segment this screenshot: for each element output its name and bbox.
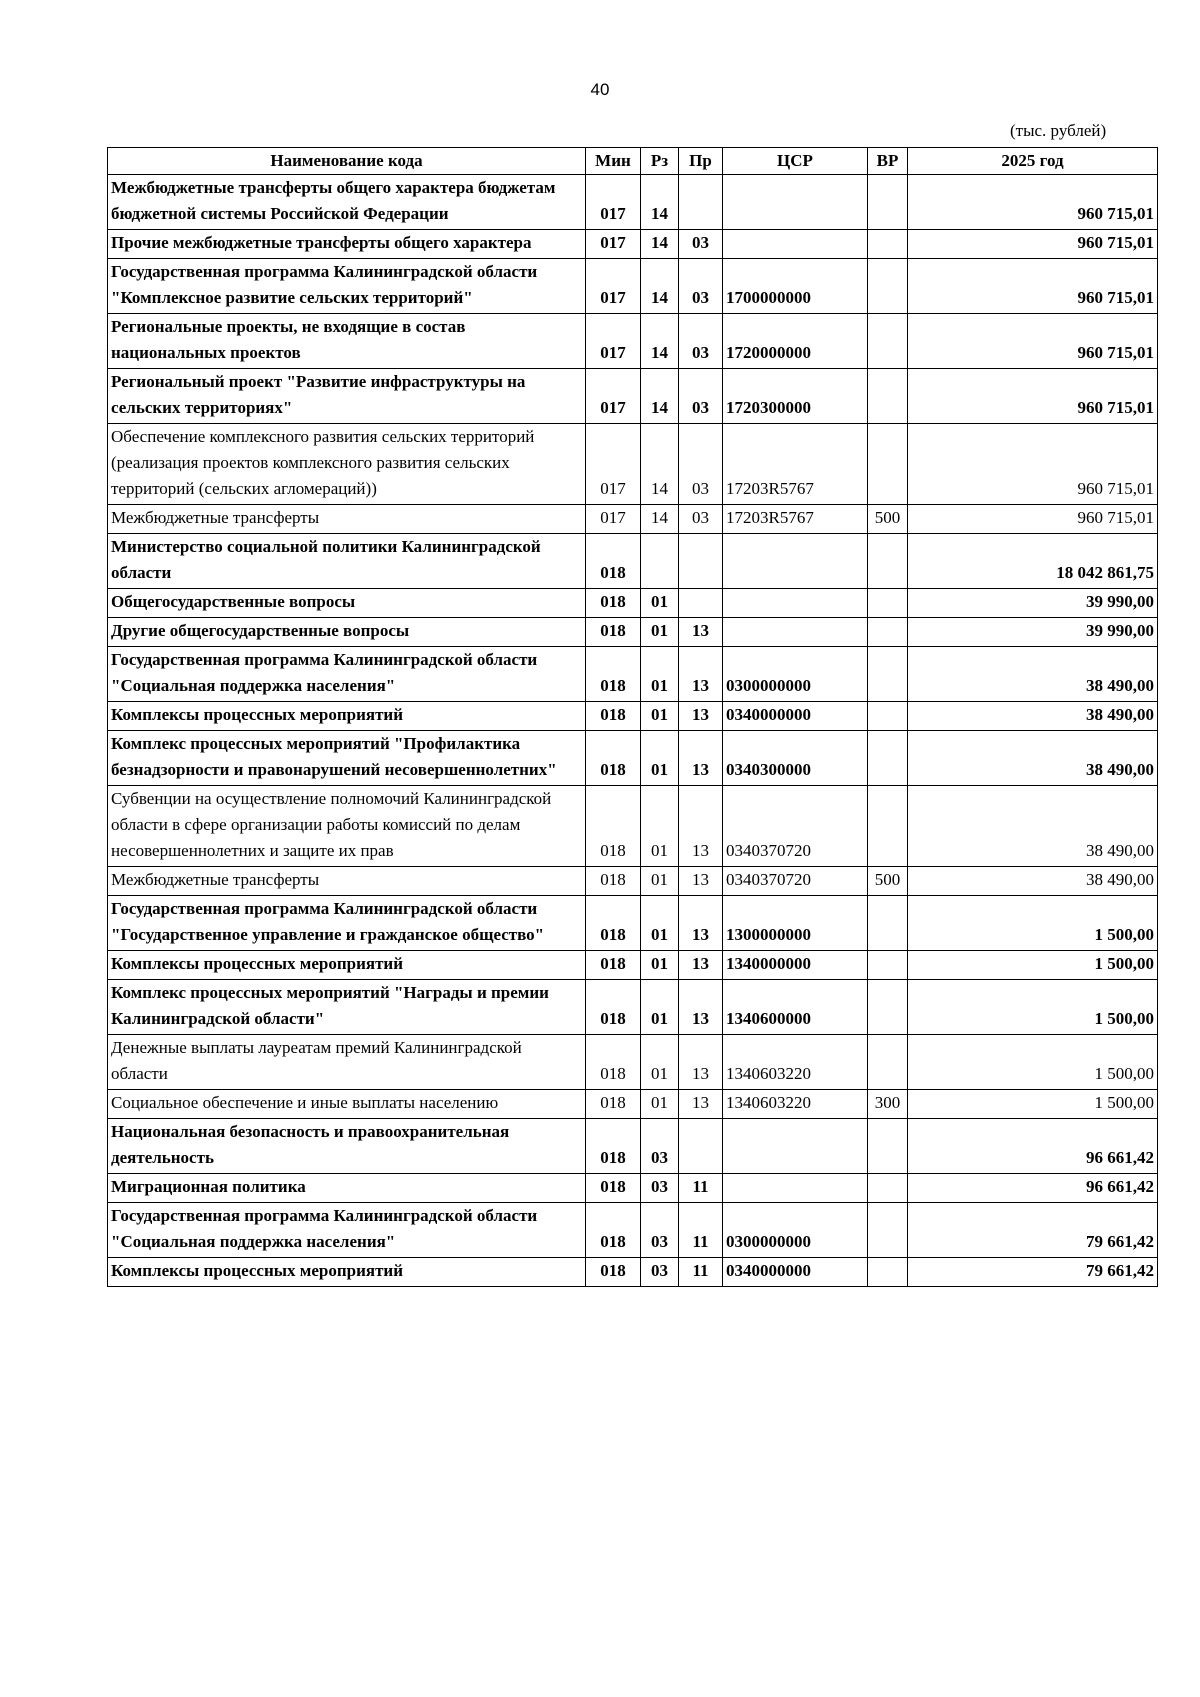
cell-vr: 300 xyxy=(868,1090,908,1119)
cell-csr: 17203R5767 xyxy=(723,424,868,505)
cell-rz: 14 xyxy=(641,314,679,369)
cell-pr: 13 xyxy=(679,896,723,951)
header-amount: 2025 год xyxy=(908,148,1158,175)
cell-name: Субвенции на осуществление полномочий Калининградской области в сфере организации работы комиссий по делам несовершеннолетних и защите их прав xyxy=(108,786,586,867)
cell-pr: 03 xyxy=(679,314,723,369)
cell-name: Министерство социальной политики Калининградской области xyxy=(108,534,586,589)
cell-min: 018 xyxy=(586,896,641,951)
cell-amount: 96 661,42 xyxy=(908,1174,1158,1203)
page-number: 40 xyxy=(590,80,610,99)
table-row xyxy=(108,369,1158,424)
cell-name: Социальное обеспечение и иные выплаты населению xyxy=(108,1090,586,1119)
cell-rz: 01 xyxy=(641,896,679,951)
cell-vr xyxy=(868,1035,908,1090)
cell-pr: 13 xyxy=(679,786,723,867)
cell-name: Государственная программа Калининградской области "Государственное управление и гражданское общество" xyxy=(108,896,586,951)
cell-rz: 01 xyxy=(641,1035,679,1090)
table-row xyxy=(108,951,1158,980)
cell-pr: 03 xyxy=(679,230,723,259)
table-row xyxy=(108,589,1158,618)
cell-name: Прочие межбюджетные трансферты общего характера xyxy=(108,230,586,259)
cell-csr: 0340000000 xyxy=(723,1258,868,1287)
cell-name: Другие общегосударственные вопросы xyxy=(108,618,586,647)
cell-pr xyxy=(679,534,723,589)
cell-rz: 01 xyxy=(641,1090,679,1119)
cell-csr xyxy=(723,1174,868,1203)
cell-rz: 01 xyxy=(641,618,679,647)
cell-csr: 1340000000 xyxy=(723,951,868,980)
table-row xyxy=(108,230,1158,259)
table-row xyxy=(108,867,1158,896)
cell-min: 018 xyxy=(586,618,641,647)
cell-rz xyxy=(641,534,679,589)
cell-amount: 960 715,01 xyxy=(908,424,1158,505)
cell-amount: 38 490,00 xyxy=(908,867,1158,896)
header-pr: Пр xyxy=(679,148,723,175)
header-min: Мин xyxy=(586,148,641,175)
cell-min: 018 xyxy=(586,1119,641,1174)
cell-min: 018 xyxy=(586,1203,641,1258)
cell-pr: 03 xyxy=(679,505,723,534)
cell-min: 018 xyxy=(586,867,641,896)
cell-amount: 960 715,01 xyxy=(908,505,1158,534)
cell-name: Комплекс процессных мероприятий "Награды и премии Калининградской области" xyxy=(108,980,586,1035)
cell-amount: 39 990,00 xyxy=(908,589,1158,618)
cell-name: Комплексы процессных мероприятий xyxy=(108,702,586,731)
cell-rz: 01 xyxy=(641,951,679,980)
cell-pr: 13 xyxy=(679,1090,723,1119)
cell-vr xyxy=(868,1119,908,1174)
table-row xyxy=(108,647,1158,702)
header-row xyxy=(108,148,1158,175)
cell-pr: 13 xyxy=(679,867,723,896)
cell-rz: 03 xyxy=(641,1258,679,1287)
table-row xyxy=(108,702,1158,731)
cell-pr: 03 xyxy=(679,424,723,505)
cell-min: 017 xyxy=(586,369,641,424)
cell-min: 018 xyxy=(586,589,641,618)
cell-vr xyxy=(868,424,908,505)
table-row xyxy=(108,505,1158,534)
cell-min: 018 xyxy=(586,1090,641,1119)
cell-min: 018 xyxy=(586,534,641,589)
cell-pr: 13 xyxy=(679,647,723,702)
cell-pr: 13 xyxy=(679,1035,723,1090)
cell-vr xyxy=(868,647,908,702)
cell-amount: 39 990,00 xyxy=(908,618,1158,647)
cell-amount: 38 490,00 xyxy=(908,702,1158,731)
cell-csr: 1720300000 xyxy=(723,369,868,424)
cell-min: 017 xyxy=(586,424,641,505)
cell-csr: 1300000000 xyxy=(723,896,868,951)
cell-vr xyxy=(868,896,908,951)
cell-rz: 14 xyxy=(641,505,679,534)
cell-csr xyxy=(723,589,868,618)
budget-table xyxy=(107,147,1158,1287)
cell-vr xyxy=(868,702,908,731)
cell-csr: 0340370720 xyxy=(723,867,868,896)
cell-rz: 14 xyxy=(641,424,679,505)
cell-min: 018 xyxy=(586,1258,641,1287)
cell-amount: 960 715,01 xyxy=(908,230,1158,259)
cell-csr: 0340300000 xyxy=(723,731,868,786)
cell-min: 017 xyxy=(586,230,641,259)
cell-pr: 03 xyxy=(679,369,723,424)
cell-csr: 1700000000 xyxy=(723,259,868,314)
table-row xyxy=(108,1090,1158,1119)
cell-rz: 03 xyxy=(641,1174,679,1203)
table-body xyxy=(108,175,1158,1287)
units-caption: (тыс. рублей) xyxy=(1010,121,1107,140)
cell-pr: 13 xyxy=(679,980,723,1035)
cell-vr xyxy=(868,534,908,589)
cell-pr: 13 xyxy=(679,702,723,731)
cell-pr xyxy=(679,1119,723,1174)
cell-min: 017 xyxy=(586,175,641,230)
cell-vr xyxy=(868,175,908,230)
table-row xyxy=(108,175,1158,230)
cell-name: Государственная программа Калининградской области "Социальная поддержка населения" xyxy=(108,1203,586,1258)
cell-vr xyxy=(868,618,908,647)
cell-name: Общегосударственные вопросы xyxy=(108,589,586,618)
cell-csr: 1340600000 xyxy=(723,980,868,1035)
table-row xyxy=(108,259,1158,314)
cell-vr xyxy=(868,314,908,369)
cell-csr: 0300000000 xyxy=(723,647,868,702)
cell-min: 018 xyxy=(586,980,641,1035)
cell-amount: 1 500,00 xyxy=(908,1035,1158,1090)
table-row xyxy=(108,534,1158,589)
cell-pr: 11 xyxy=(679,1174,723,1203)
cell-amount: 38 490,00 xyxy=(908,731,1158,786)
cell-name: Комплексы процессных мероприятий xyxy=(108,1258,586,1287)
cell-csr xyxy=(723,175,868,230)
cell-amount: 79 661,42 xyxy=(908,1258,1158,1287)
cell-name: Государственная программа Калининградской области "Комплексное развитие сельских территорий" xyxy=(108,259,586,314)
header-name: Наименование кода xyxy=(108,148,586,175)
cell-pr: 13 xyxy=(679,618,723,647)
cell-vr xyxy=(868,589,908,618)
header-csr: ЦСР xyxy=(723,148,868,175)
cell-amount: 1 500,00 xyxy=(908,1090,1158,1119)
cell-csr xyxy=(723,534,868,589)
cell-min: 018 xyxy=(586,786,641,867)
cell-csr: 17203R5767 xyxy=(723,505,868,534)
cell-vr xyxy=(868,1203,908,1258)
cell-vr xyxy=(868,1258,908,1287)
cell-rz: 14 xyxy=(641,175,679,230)
cell-csr: 0340370720 xyxy=(723,786,868,867)
cell-amount: 79 661,42 xyxy=(908,1203,1158,1258)
cell-csr: 1340603220 xyxy=(723,1035,868,1090)
cell-amount: 1 500,00 xyxy=(908,896,1158,951)
cell-name: Государственная программа Калининградской области "Социальная поддержка населения" xyxy=(108,647,586,702)
cell-amount: 18 042 861,75 xyxy=(908,534,1158,589)
cell-name: Межбюджетные трансферты xyxy=(108,505,586,534)
cell-amount: 96 661,42 xyxy=(908,1119,1158,1174)
table-row xyxy=(108,424,1158,505)
cell-rz: 01 xyxy=(641,702,679,731)
cell-min: 018 xyxy=(586,1035,641,1090)
cell-amount: 1 500,00 xyxy=(908,980,1158,1035)
cell-min: 017 xyxy=(586,259,641,314)
table-row xyxy=(108,1035,1158,1090)
cell-name: Обеспечение комплексного развития сельских территорий (реализация проектов комплексного развития сельских территорий (сельских агломераций)) xyxy=(108,424,586,505)
cell-amount: 1 500,00 xyxy=(908,951,1158,980)
cell-name: Комплексы процессных мероприятий xyxy=(108,951,586,980)
cell-pr xyxy=(679,175,723,230)
cell-amount: 38 490,00 xyxy=(908,786,1158,867)
cell-rz: 14 xyxy=(641,259,679,314)
cell-name: Национальная безопасность и правоохранительная деятельность xyxy=(108,1119,586,1174)
cell-rz: 01 xyxy=(641,867,679,896)
cell-csr: 0300000000 xyxy=(723,1203,868,1258)
cell-rz: 03 xyxy=(641,1203,679,1258)
header-rz: Рз xyxy=(641,148,679,175)
cell-min: 018 xyxy=(586,647,641,702)
cell-csr xyxy=(723,618,868,647)
cell-pr: 13 xyxy=(679,731,723,786)
cell-name: Межбюджетные трансферты xyxy=(108,867,586,896)
cell-vr xyxy=(868,786,908,867)
cell-vr xyxy=(868,980,908,1035)
cell-name: Денежные выплаты лауреатам премий Калининградской области xyxy=(108,1035,586,1090)
cell-pr: 13 xyxy=(679,951,723,980)
cell-min: 017 xyxy=(586,505,641,534)
cell-amount: 960 715,01 xyxy=(908,314,1158,369)
table-row xyxy=(108,896,1158,951)
cell-rz: 01 xyxy=(641,980,679,1035)
table-row xyxy=(108,314,1158,369)
table-row xyxy=(108,1119,1158,1174)
table-row xyxy=(108,786,1158,867)
cell-pr: 11 xyxy=(679,1203,723,1258)
table-row xyxy=(108,731,1158,786)
cell-pr: 03 xyxy=(679,259,723,314)
cell-vr xyxy=(868,369,908,424)
cell-csr: 1340603220 xyxy=(723,1090,868,1119)
cell-rz: 14 xyxy=(641,369,679,424)
table-row xyxy=(108,980,1158,1035)
cell-vr: 500 xyxy=(868,505,908,534)
cell-name: Миграционная политика xyxy=(108,1174,586,1203)
cell-name: Региональный проект "Развитие инфраструктуры на сельских территориях" xyxy=(108,369,586,424)
cell-amount: 960 715,01 xyxy=(908,175,1158,230)
cell-csr: 1720000000 xyxy=(723,314,868,369)
table-row xyxy=(108,618,1158,647)
cell-min: 018 xyxy=(586,702,641,731)
table-row xyxy=(108,1203,1158,1258)
cell-amount: 960 715,01 xyxy=(908,369,1158,424)
cell-min: 017 xyxy=(586,314,641,369)
cell-amount: 960 715,01 xyxy=(908,259,1158,314)
cell-csr xyxy=(723,230,868,259)
cell-vr xyxy=(868,731,908,786)
cell-min: 018 xyxy=(586,1174,641,1203)
cell-rz: 01 xyxy=(641,786,679,867)
cell-min: 018 xyxy=(586,951,641,980)
cell-name: Межбюджетные трансферты общего характера бюджетам бюджетной системы Российской Федерации xyxy=(108,175,586,230)
cell-name: Комплекс процессных мероприятий "Профилактика безнадзорности и правонарушений несовершеннолетних" xyxy=(108,731,586,786)
cell-vr: 500 xyxy=(868,867,908,896)
cell-rz: 14 xyxy=(641,230,679,259)
cell-vr xyxy=(868,951,908,980)
cell-amount: 38 490,00 xyxy=(908,647,1158,702)
header-vr: ВР xyxy=(868,148,908,175)
cell-vr xyxy=(868,1174,908,1203)
cell-rz: 01 xyxy=(641,731,679,786)
cell-name: Региональные проекты, не входящие в состав национальных проектов xyxy=(108,314,586,369)
cell-min: 018 xyxy=(586,731,641,786)
cell-vr xyxy=(868,259,908,314)
cell-csr xyxy=(723,1119,868,1174)
cell-pr: 11 xyxy=(679,1258,723,1287)
cell-vr xyxy=(868,230,908,259)
cell-rz: 01 xyxy=(641,589,679,618)
table-row xyxy=(108,1174,1158,1203)
table-row xyxy=(108,1258,1158,1287)
cell-rz: 01 xyxy=(641,647,679,702)
cell-rz: 03 xyxy=(641,1119,679,1174)
cell-pr xyxy=(679,589,723,618)
cell-csr: 0340000000 xyxy=(723,702,868,731)
